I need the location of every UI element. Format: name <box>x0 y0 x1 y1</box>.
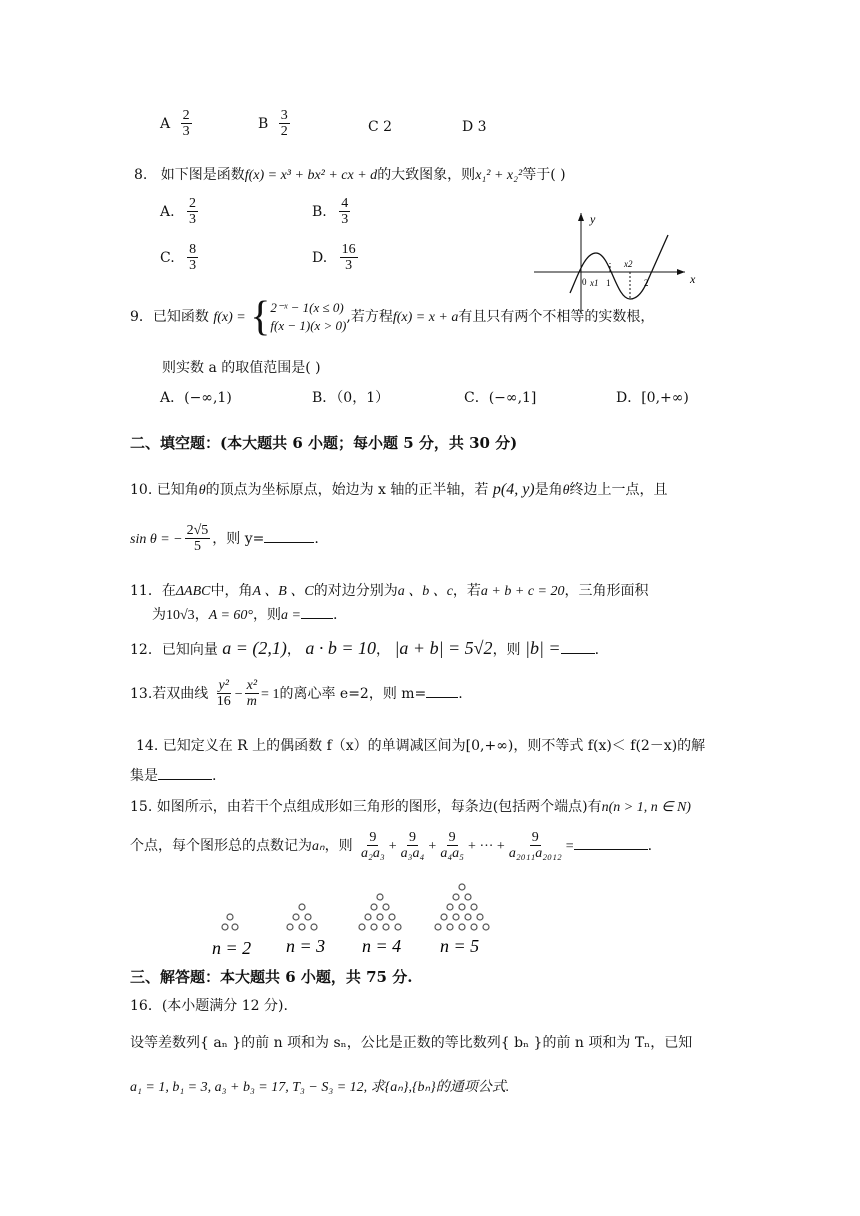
q8-option-c: C. $\frac{8}{3}$ <box>160 242 197 274</box>
question-10-line1: 10. 已知角θ的顶点为坐标原点，始边为 x 轴的正半轴，若 p(4, y)是角θ终边上一点，且 <box>130 481 668 498</box>
section-2-heading: 二、填空题：(本大题共 6 小题；每小题 5 分，共 30 分) <box>130 434 518 452</box>
answer-blank[interactable] <box>301 618 333 619</box>
answer-blank[interactable] <box>426 697 458 698</box>
graph-y-label: y <box>590 212 596 226</box>
label-n3: n = 3 <box>286 936 326 956</box>
question-9-stem: 9．已知函数 f(x) = { 2⁻ˣ − 1(x ≤ 0) f(x − 1)(x > 0) ,若方程f(x) = x + a有且只有两个不相等的实数根， <box>130 294 655 340</box>
label-n2: n = 2 <box>212 938 252 958</box>
graph-x1-label: x1 <box>590 278 599 288</box>
triangle-dots-figure <box>200 882 500 958</box>
question-13: 13.若双曲线 $\frac{\text{y²}}{16}$ − $\frac{\text{x²}}{m}$ = 1的离心率 e=2，则 m= . <box>130 678 463 710</box>
q7-option-a: A $\frac{2}{3}$ <box>160 108 190 140</box>
q7-option-d: D 3 <box>462 119 487 135</box>
q8-option-a: A. $\frac{2}{3}$ <box>160 196 197 228</box>
q9-option-d: D．[0,+∞) <box>616 390 689 406</box>
question-15-line1: 15. 如图所示，由若干个点组成形如三角形的图形，每条边(包括两个端点)有n(n > 1, n ∈ N) <box>130 799 691 815</box>
answer-blank[interactable] <box>574 849 648 850</box>
q9-option-a: A．(−∞,1) <box>160 390 232 406</box>
question-11-line2: 为10√3，A = 60°，则a = . <box>152 607 338 623</box>
dot-triangle-n3 <box>287 904 317 930</box>
question-14-line1: 14. 已知定义在 R 上的偶函数 f（x）的单调减区间为[0,+∞)，则不等式 f(x)＜ f(2－x)的解 <box>136 738 706 754</box>
answer-blank[interactable] <box>158 779 212 780</box>
question-11-line1: 11．在ΔABC中，角A 、B 、C的对边分别为a 、b 、c，若a + b + c = 20，三角形面积 <box>130 583 649 599</box>
graph-x2-label: x2 <box>624 259 633 269</box>
q9-option-c: C．(−∞,1] <box>464 390 537 406</box>
dot-triangle-n4 <box>359 894 401 930</box>
question-16-head: 16．(本小题满分 12 分). <box>130 998 288 1014</box>
label-n5: n = 5 <box>440 936 480 956</box>
question-10-line2: sin θ = − $\frac{2√5}{5}$ ，则 y= . <box>130 523 319 555</box>
q8-option-b: B. $\frac{4}{3}$ <box>312 196 349 228</box>
question-15-line2: 个点，每个图形总的点数记为aₙ，则 $\frac{9}{\text{a₂a₃}}$ + $\frac{9}{\text{a₃a₄}}$ + $\frac{9}{\text{a₄a₅}}$ + ··· + $\frac{9}{\text{a₂₀₁₁a₂₀₁₂}}$ = . <box>130 830 653 862</box>
graph-one-label: 1 <box>606 278 611 288</box>
question-8-stem: 8. 如下图是函数f(x) = x³ + bx² + cx + d的大致图象，则x₁² + x₂²等于( ) <box>134 167 566 183</box>
label-n4: n = 4 <box>362 936 402 956</box>
answer-blank[interactable] <box>561 653 595 654</box>
graph-two-label: 2 <box>644 278 649 288</box>
question-14-line2: 集是 . <box>130 768 217 784</box>
q7-option-b: B $\frac{3}{2}$ <box>258 108 288 140</box>
q9-line2: 则实数 a 的取值范围是( ) <box>162 360 321 376</box>
q7-option-c: C 2 <box>368 119 393 135</box>
graph-origin-label: 0 <box>582 277 587 287</box>
section-3-heading: 三、解答题：本大题共 6 小题，共 75 分. <box>130 968 413 986</box>
question-16-line1: 设等差数列{ aₙ }的前 n 项和为 sₙ，公比是正数的等比数列{ bₙ }的前 n 项和为 Tₙ，已知 <box>130 1035 693 1051</box>
q8-option-d: D. $\frac{16}{3}$ <box>312 242 356 274</box>
question-16-line2: a₁ = 1, b₁ = 3, a₃ + b₃ = 17, T₃ − S₃ = 12, 求{aₙ},{bₙ}的通项公式. <box>130 1080 510 1095</box>
dot-triangle-n5 <box>435 884 489 930</box>
answer-blank[interactable] <box>264 542 314 543</box>
graph-x-label: x <box>690 272 696 286</box>
question-12: 12．已知向量 a = (2,1)， a · b = 10， |a + b| = 5√2，则 |b| = . <box>130 638 600 658</box>
q9-option-b: B．（0，1） <box>312 390 390 406</box>
dot-triangle-n2 <box>222 914 238 930</box>
